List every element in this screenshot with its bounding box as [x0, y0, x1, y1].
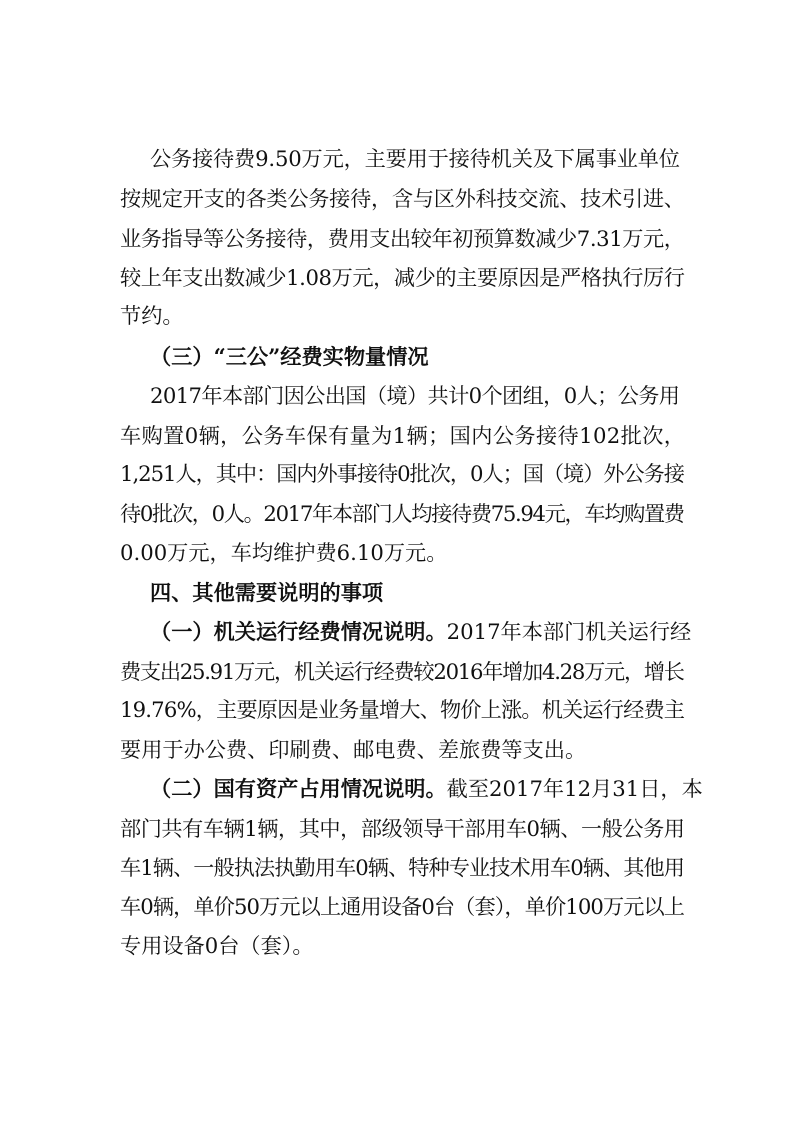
- text-line: 0.00万元，车均维护费6.10万元。: [120, 540, 448, 565]
- text-line: 按规定开支的各类公务接待，含与区外科技交流、技术引进、: [120, 186, 685, 211]
- text-line: 1,251人，其中：国内外事接待0批次，0人；国（境）外公务接: [120, 461, 684, 486]
- paragraph-lead-rest: 截至2017年12月31日，本: [446, 776, 703, 801]
- paragraph-lead: （一）机关运行经费情况说明。: [150, 619, 447, 644]
- text-line: 节约。: [120, 303, 184, 328]
- section-heading: 四、其他需要说明的事项: [150, 580, 384, 605]
- paragraph-lead-rest: 2017年本部门机关运行经: [446, 619, 692, 644]
- text-line: 车1辆、一般执法执勤用车0辆、特种专业技术用车0辆、其他用: [120, 855, 685, 880]
- section-heading: （三）“三公”经费实物量情况: [150, 344, 429, 369]
- paragraph-lead: （二）国有资产占用情况说明。: [150, 776, 447, 801]
- text-line: 2017年本部门因公出国（境）共计0个团组，0人；公务用: [150, 383, 680, 408]
- text-line: 部门共有车辆1辆，其中，部级领导干部用车0辆、一般公务用: [120, 816, 685, 841]
- paragraph-first-line: [150, 617, 691, 647]
- text-line: 车0辆，单价50万元以上通用设备0台（套），单价100万元以上: [120, 894, 685, 919]
- text-line: 车购置0辆，公务车保有量为1辆；国内公务接待102批次，: [120, 423, 686, 448]
- text-line: 较上年支出数减少1.08万元，减少的主要原因是严格执行厉行: [120, 265, 685, 290]
- text-line: 业务指导等公务接待，费用支出较年初预算数减少7.31万元，: [120, 226, 685, 251]
- text-line: 19.76%，主要原因是业务量增大、物价上涨。机关运行经费主: [120, 697, 685, 722]
- text-line: 待0批次，0人。2017年本部门人均接待费75.94元，车均购置费: [120, 501, 684, 526]
- paragraph-first-line: [150, 774, 703, 804]
- text-line: 专用设备0台（套）。: [120, 933, 314, 958]
- text-line: 费支出25.91万元，机关运行经费较2016年增加4.28万元，增长: [120, 659, 684, 684]
- text-line: 要用于办公费、印刷费、邮电费、差旅费等支出。: [120, 737, 587, 762]
- text-line: 公务接待费9.50万元，主要用于接待机关及下属事业单位: [150, 146, 680, 171]
